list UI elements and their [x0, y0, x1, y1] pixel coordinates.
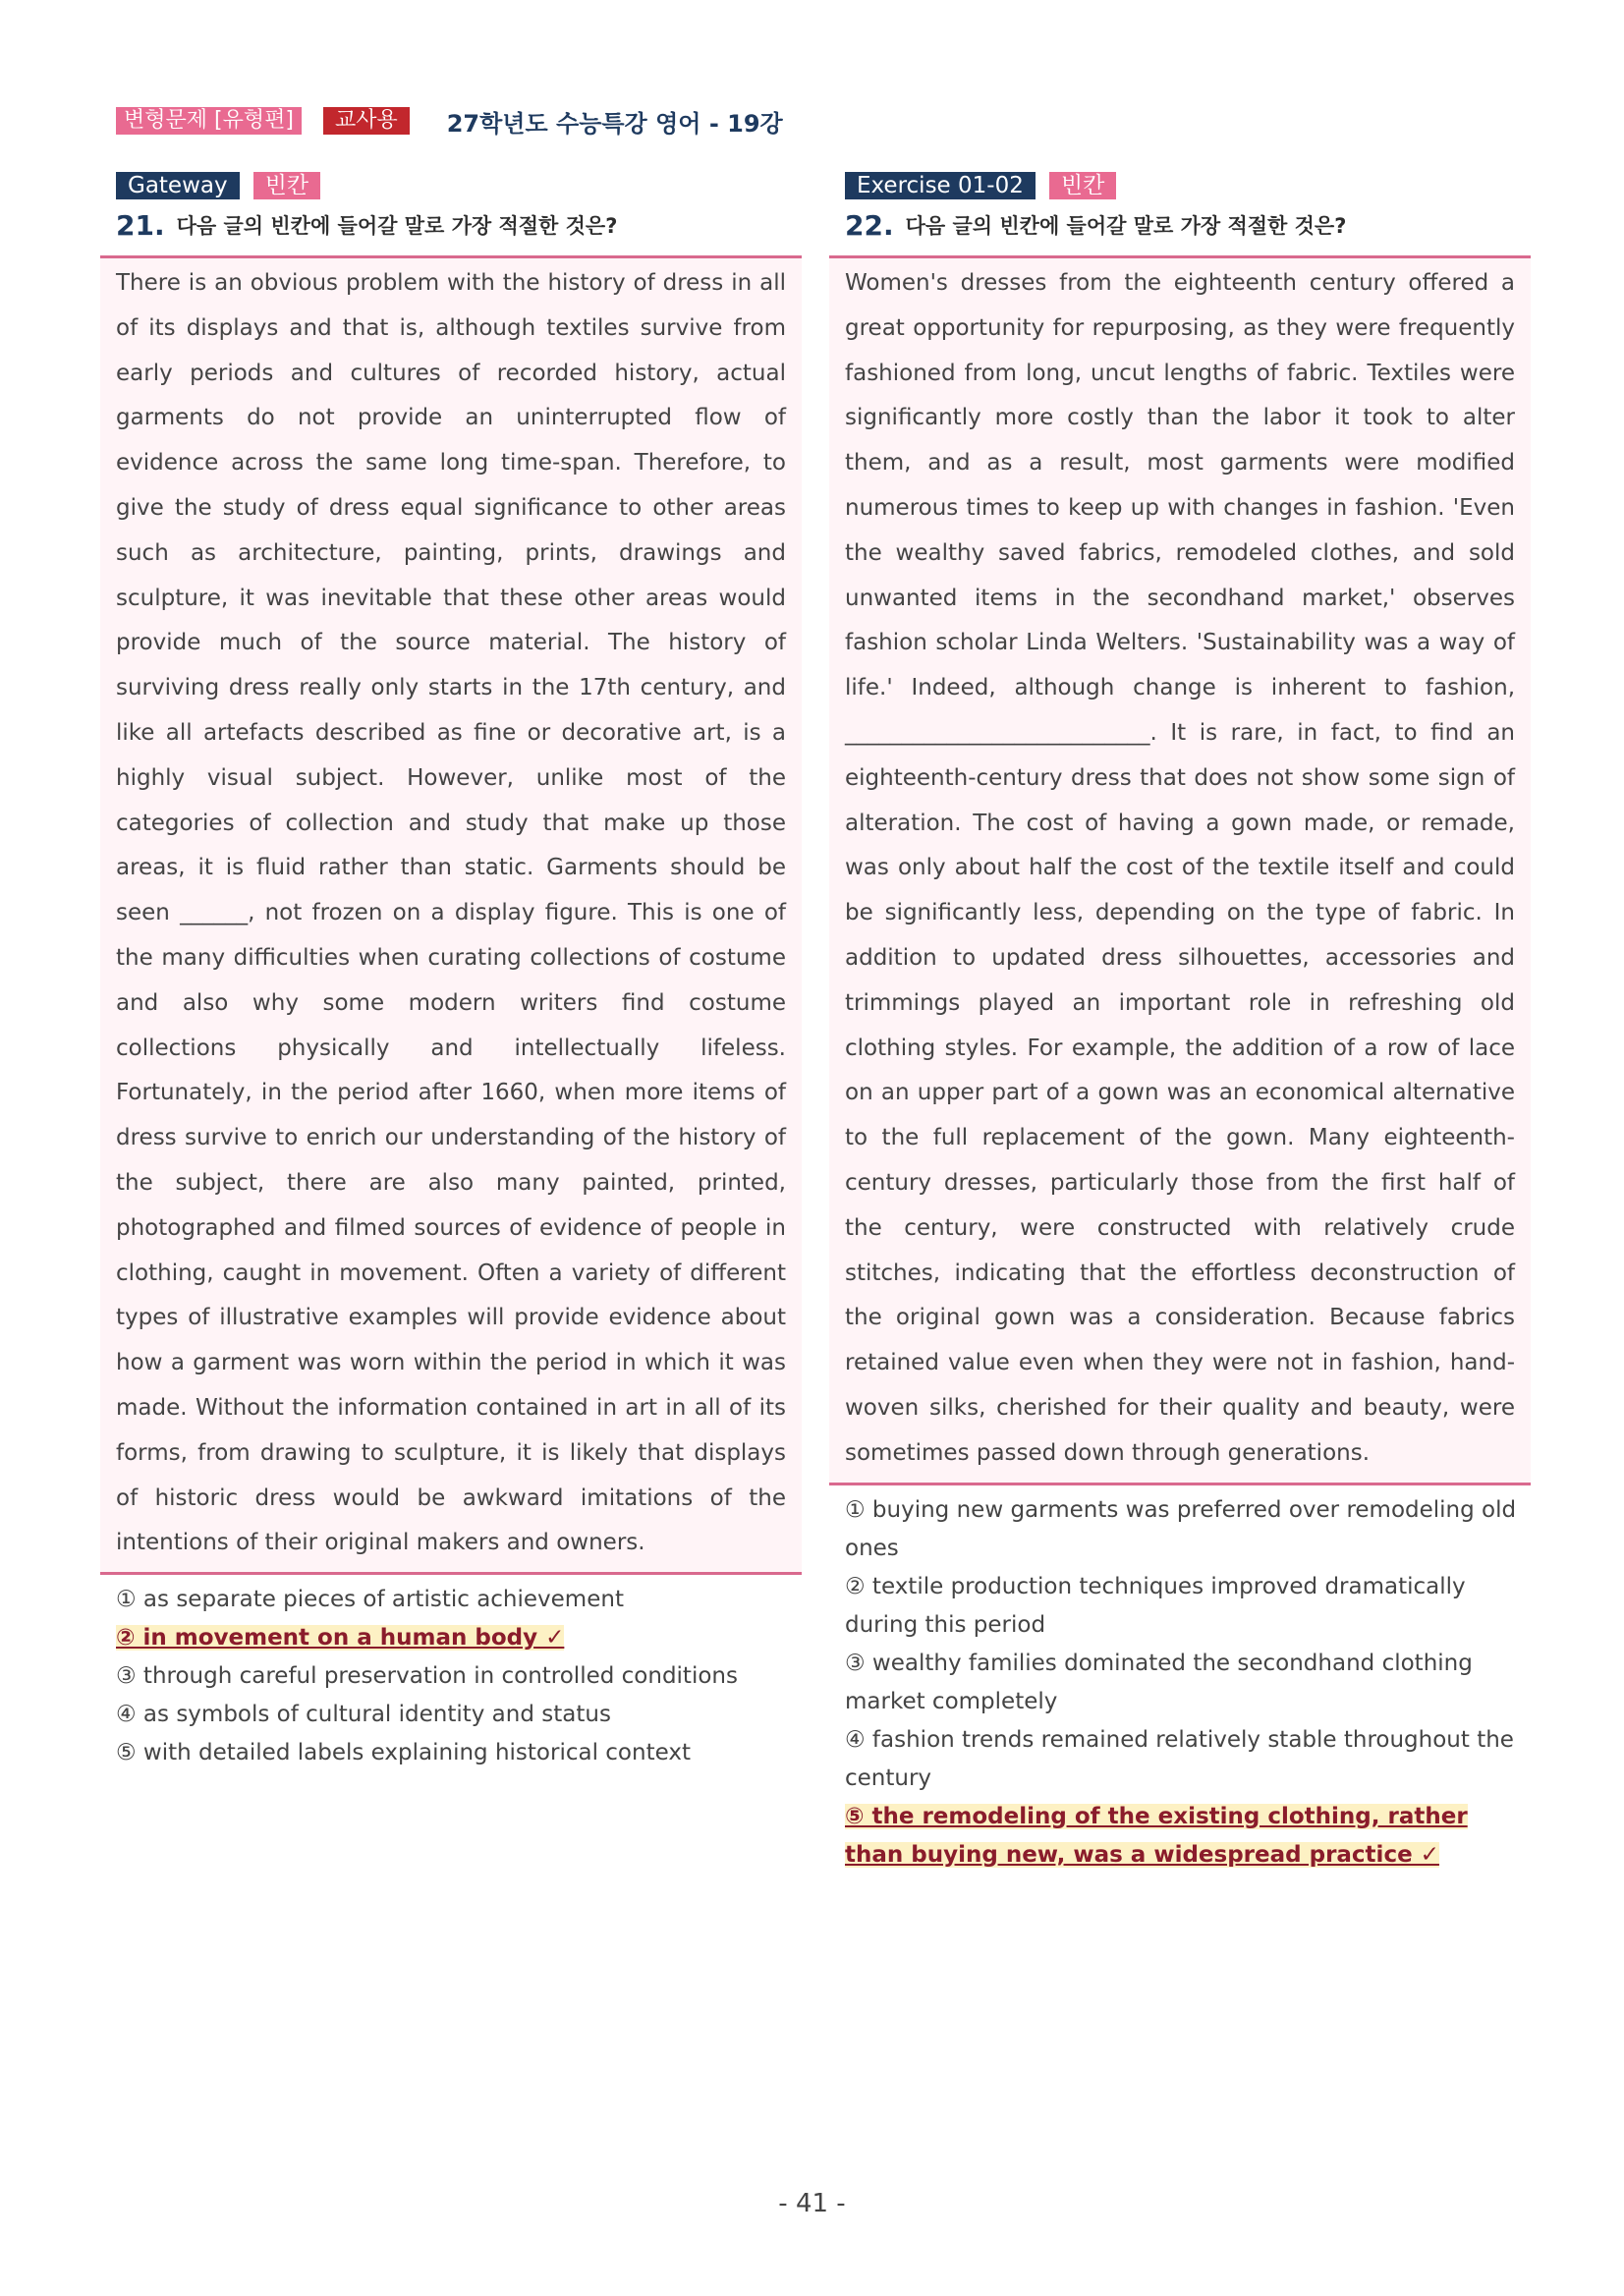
- section-tags: [100, 171, 802, 200]
- question-line: [829, 204, 1531, 246]
- choice-2[interactable]: ② textile production techniques improved dramatically during this period: [845, 1573, 1466, 1638]
- source-tag: Gateway: [116, 172, 240, 199]
- choice-5[interactable]: ⑤ with detailed labels explaining historical context: [116, 1740, 691, 1766]
- choice-4[interactable]: ④ as symbols of cultural identity and status: [116, 1702, 611, 1728]
- question-number: 21.: [116, 208, 165, 242]
- page-number: - 41 -: [778, 2189, 846, 2218]
- variant-problem-tag: 변형문제 [유형편]: [116, 107, 302, 135]
- question-number: 22.: [845, 208, 894, 242]
- source-tag: Exercise 01-02: [845, 172, 1036, 199]
- page-header: [116, 104, 783, 138]
- section-tags: [829, 171, 1531, 200]
- question-22-column: [829, 171, 1531, 1875]
- question-21-column: [100, 171, 802, 1772]
- passage-text: Women's dresses from the eighteenth century offered a great opportunity for repurposing, as they were frequently fashioned from long, uncut lengths of fabric. Textiles were significantly more costly than the labor it took to alter them, and as a result, most garments were modified numerous times to keep up with changes in fashion. 'Even the wealthy saved fabrics, remodeled clothes, and sold unwanted items in the secondhand market,' observes fashion scholar Linda Welters. 'Sustainability was a way of life.' Indeed, although change is inherent to fashion, ___________________________. It is rare, in fact, to find an eighteenth-century dress that does not show some sign of alteration. The cost of having a gown made, or remade, was only about half the cost of the textile itself and could be significantly less, depending on the type of fabric. In addition to updated dress silhouettes, accessories and trimmings played an important role in refreshing old clothing styles. For example, the addition of a row of lace on an upper part of a gown was an economical alternative to the full replacement of the gown. Many eighteenth-century dresses, particularly those from the first half of the century, were constructed with relatively crude stitches, indicating that the effortless deconstruction of the original gown was a consideration. Because fabrics retained value even when they were not in fashion, hand-woven silks, cherished for their quality and beauty, were sometimes passed down through generations.: [829, 255, 1531, 1485]
- question-line: [100, 204, 802, 246]
- answer-choices: [100, 1581, 802, 1772]
- choice-2-correct-answer[interactable]: ② in movement on a human body ✓: [116, 1625, 565, 1652]
- choice-3[interactable]: ③ through careful preservation in controlled conditions: [116, 1663, 738, 1690]
- choice-3[interactable]: ③ wealthy families dominated the secondhand clothing market completely: [845, 1650, 1473, 1714]
- answer-choices: [829, 1491, 1531, 1875]
- question-prompt: 다음 글의 빈칸에 들어갈 말로 가장 적절한 것은?: [905, 214, 1347, 238]
- teacher-edition-tag: 교사용: [323, 107, 410, 135]
- document-title: 27학년도 수능특강 영어 - 19강: [446, 109, 783, 138]
- choice-1[interactable]: ① buying new garments was preferred over remodeling old ones: [845, 1496, 1517, 1561]
- choice-5-correct-answer[interactable]: ⑤ the remodeling of the existing clothing, rather than buying new, was a widespread practice ✓: [845, 1803, 1468, 1868]
- question-type-tag: 빈칸: [1049, 172, 1116, 199]
- choice-4[interactable]: ④ fashion trends remained relatively stable throughout the century: [845, 1726, 1514, 1791]
- passage-text: There is an obvious problem with the history of dress in all of its displays and that is, although textiles survive from early periods and cultures of recorded history, actual garments do not provide an uninterrupted flow of evidence across the same long time-span. Therefore, to give the study of dress equal significance to other areas such as architecture, painting, prints, drawings and sculpture, it was inevitable that these other areas would provide much of the source material. The history of surviving dress really only starts in the 17th century, and like all artefacts described as fine or decorative art, is a highly visual subject. However, unlike most of the categories of collection and study that make up those areas, it is fluid rather than static. Garments should be seen ______, not frozen on a display figure. This is one of the many difficulties when curating collections of costume and also why some modern writers find costume collections physically and intellectually lifeless. Fortunately, in the period after 1660, when more items of dress survive to enrich our understanding of the history of the subject, there are also many painted, printed, photographed and filmed sources of evidence of people in clothing, caught in movement. Often a variety of different types of illustrative examples will provide evidence about how a garment was worn within the period in which it was made. Without the information contained in art in all of its forms, from drawing to sculpture, it is likely that displays of historic dress would be awkward imitations of the intentions of their original makers and owners.: [100, 255, 802, 1575]
- choice-1[interactable]: ① as separate pieces of artistic achievement: [116, 1587, 624, 1613]
- question-type-tag: 빈칸: [253, 172, 320, 199]
- question-prompt: 다음 글의 빈칸에 들어갈 말로 가장 적절한 것은?: [176, 214, 618, 238]
